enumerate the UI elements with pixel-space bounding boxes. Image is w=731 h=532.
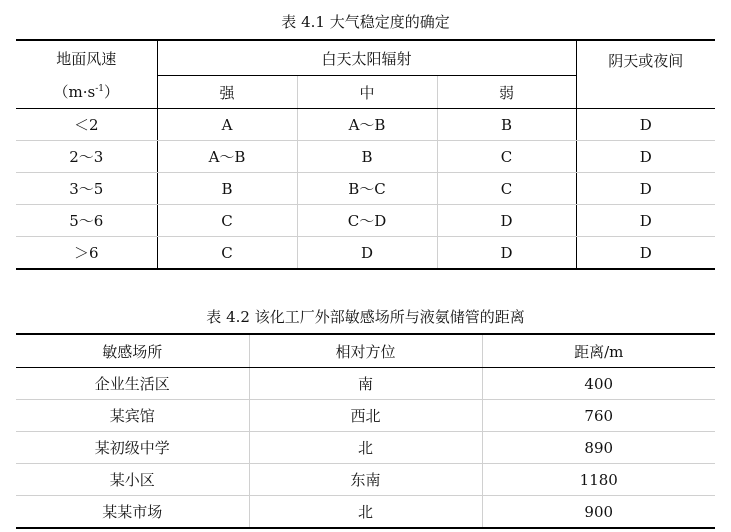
daytime-radiation-header: 白天太阳辐射 <box>157 40 576 76</box>
sensitive-site-header: 敏感场所 <box>16 334 249 368</box>
site-cell: 某宾馆 <box>16 400 249 432</box>
direction-cell: 北 <box>249 496 482 529</box>
medium-cell: C～D <box>297 205 437 237</box>
site-cell: 某某市场 <box>16 496 249 529</box>
weak-cell: D <box>437 237 576 270</box>
strong-cell: A <box>157 109 297 141</box>
weak-cell: C <box>437 141 576 173</box>
weak-cell: B <box>437 109 576 141</box>
distance-cell: 760 <box>482 400 715 432</box>
wind-unit-prefix: （m·s <box>53 83 96 102</box>
overcast-night-cell: D <box>639 243 652 262</box>
overcast-night-cell: D <box>576 173 715 205</box>
table2-caption: 表 4.2 该化工厂外部敏感场所与液氨储管的距离 <box>206 308 525 326</box>
wind-speed-header: 地面风速 <box>16 40 157 76</box>
overcast-night-cell: D <box>576 141 715 173</box>
weak-cell: D <box>437 205 576 237</box>
wind-speed-cell: ＜2 <box>16 109 157 141</box>
direction-cell: 西北 <box>249 400 482 432</box>
medium-header: 中 <box>297 76 437 109</box>
table-row <box>16 141 715 173</box>
distance-cell: 1180 <box>482 464 715 496</box>
wind-speed-cell: 2～3 <box>16 141 157 173</box>
wind-unit-sup: -1 <box>95 84 104 95</box>
table-row <box>16 464 715 496</box>
table-row <box>16 173 715 205</box>
distance-cell: 890 <box>482 432 715 464</box>
overcast-night-cell: D <box>576 205 715 237</box>
strong-cell: C <box>157 205 297 237</box>
direction-cell: 北 <box>249 432 482 464</box>
overcast-night-cell: D <box>576 109 715 141</box>
distance-cell: 400 <box>482 368 715 400</box>
medium-cell: B <box>297 141 437 173</box>
wind-speed-unit <box>16 76 157 109</box>
strong-header: 强 <box>157 76 297 109</box>
overcast-night-header: 阴天或夜间 <box>576 40 715 109</box>
distance-header: 距离/m <box>482 334 715 368</box>
strong-cell: C <box>157 237 297 270</box>
table-row <box>16 205 715 237</box>
site-cell: 企业生活区 <box>16 368 249 400</box>
weak-header: 弱 <box>437 76 576 109</box>
table-row <box>16 496 715 529</box>
wind-unit-suffix: ） <box>103 83 119 102</box>
medium-cell: B～C <box>297 173 437 205</box>
table1-caption: 表 4.1 大气稳定度的确定 <box>281 13 450 31</box>
distance-table <box>16 333 715 529</box>
medium-cell: D <box>297 237 437 270</box>
direction-header: 相对方位 <box>249 334 482 368</box>
stability-table <box>16 39 715 270</box>
distance-cell: 900 <box>584 502 614 521</box>
medium-cell: A～B <box>297 109 437 141</box>
strong-cell: B <box>157 173 297 205</box>
weak-cell: C <box>437 173 576 205</box>
wind-speed-cell: ＞6 <box>16 237 157 270</box>
strong-cell: A～B <box>157 141 297 173</box>
table-row <box>16 109 715 141</box>
wind-speed-cell: 5～6 <box>16 205 157 237</box>
site-cell: 某小区 <box>16 464 249 496</box>
direction-cell: 南 <box>249 368 482 400</box>
wind-speed-cell: 3～5 <box>16 173 157 205</box>
table-row <box>16 400 715 432</box>
table-row <box>16 237 715 270</box>
direction-cell: 东南 <box>249 464 482 496</box>
table-row <box>16 432 715 464</box>
site-cell: 某初级中学 <box>16 432 249 464</box>
table-row <box>16 368 715 400</box>
